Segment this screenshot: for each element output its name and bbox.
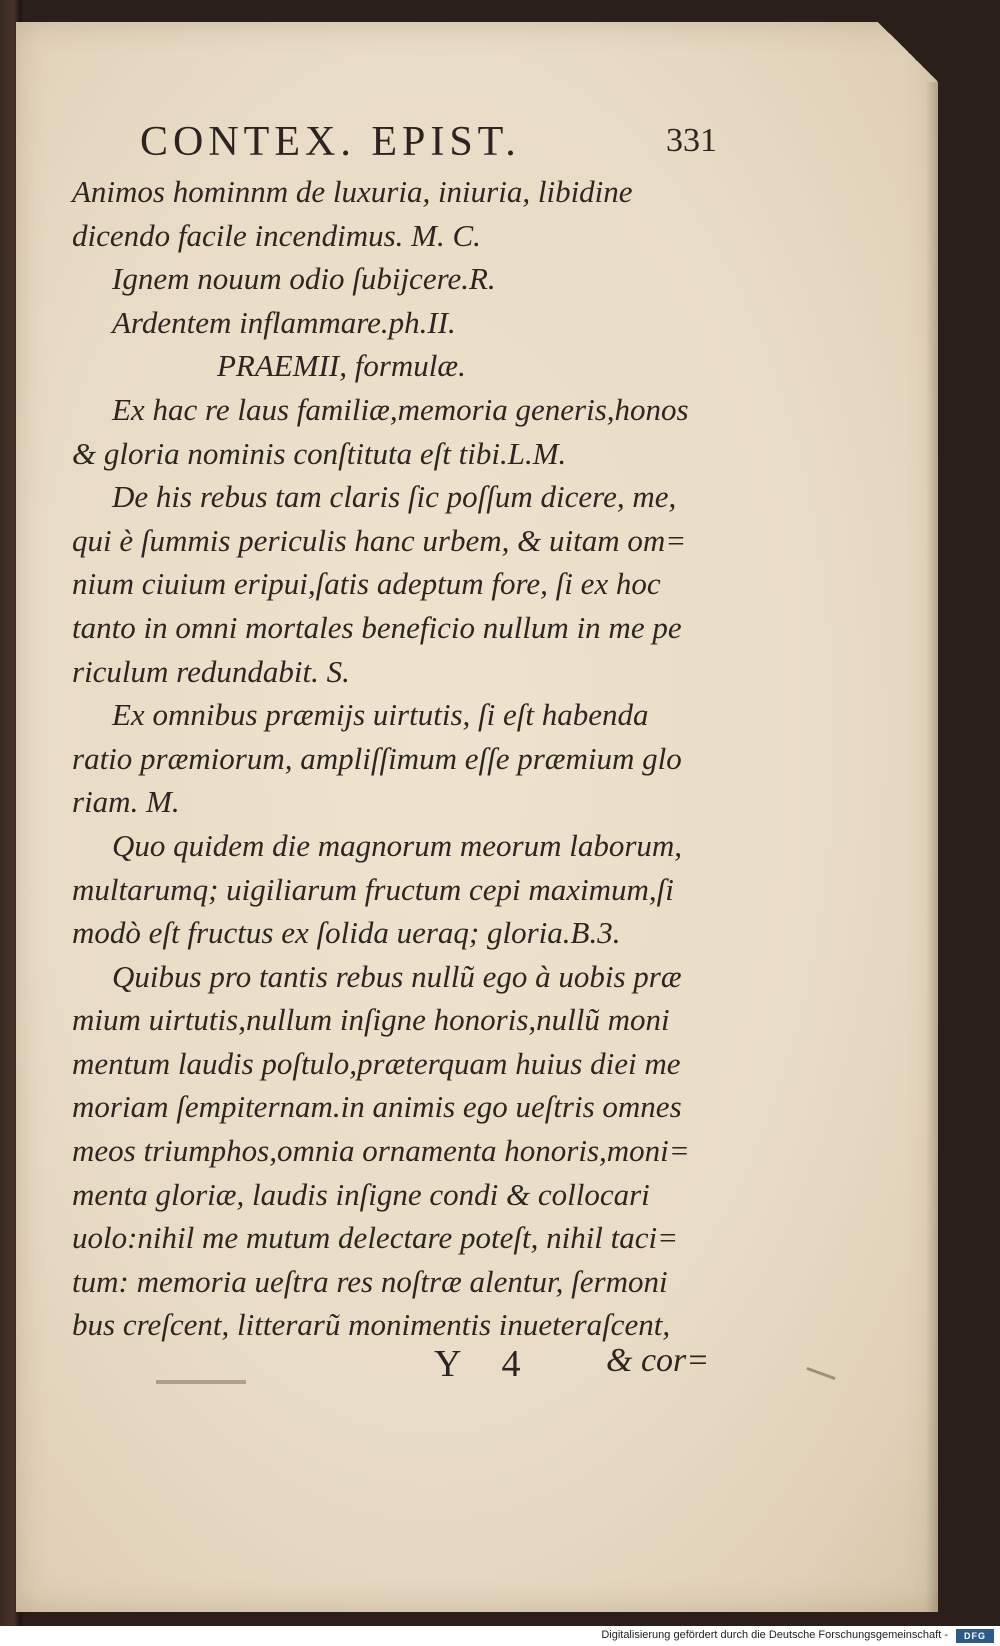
text-line: nium ciuium eripui,ſatis adeptum fore, ſi ex hoc — [72, 566, 661, 602]
dfg-logo: DFG — [956, 1629, 994, 1643]
text-line: tanto in omni mortales beneficio nullum in me pe — [72, 609, 682, 645]
text-line: tum: memoria ueſtra res noſtræ alentur, ſermoni — [72, 1263, 668, 1299]
text-line: modò eſt fructus ex ſolida ueraq; gloria.B.3. — [72, 915, 621, 951]
text-line: uolo:nihil me mutum delectare poteſt, nihil taci= — [72, 1220, 679, 1256]
signature-mark: Y 4 — [434, 1343, 537, 1385]
text-line: ratio præmiorum, ampliſſimum eſſe præmium glo — [72, 740, 682, 776]
text-line: Quo quidem die magnorum meorum laborum, — [112, 827, 683, 863]
text-line: dicendo facile incendimus. M. C. — [72, 217, 481, 253]
body-text — [72, 170, 772, 1347]
text-line: Quibus pro tantis rebus nullũ ego à uobis præ — [112, 958, 682, 994]
text-line: meos triumphos,omnia ornamenta honoris,moni= — [72, 1133, 690, 1169]
text-line: moriam ſempiternam.in animis ego ueſtris omnes — [72, 1089, 682, 1125]
page-foot — [16, 1342, 938, 1402]
text-line: Animos hominnm de luxuria, iniuria, libidine — [72, 174, 633, 209]
book-page — [16, 22, 938, 1612]
ink-smudge — [156, 1380, 246, 1384]
credit-text: Digitalisierung gefördert durch die Deutsche Forschungsgemeinschaft - — [601, 1629, 948, 1641]
running-head-title: CONTEX. EPIST. — [140, 119, 521, 165]
text-line: riculum redundabit. S. — [72, 653, 350, 689]
text-line: Ex hac re laus familiæ,memoria generis,honos — [112, 391, 689, 427]
text-line: bus creſcent, litterarũ monimentis inueteraſcent, — [72, 1307, 671, 1343]
text-line: multarumq; uigiliarum fructum cepi maximum,ſi — [72, 871, 674, 907]
credit-bar — [0, 1626, 1000, 1646]
text-line: Ex omnibus præmijs uirtutis, ſi eſt habenda — [112, 697, 649, 733]
text-line: & gloria nominis conſtituta eſt tibi.L.M. — [72, 435, 567, 471]
catchword: & cor= — [606, 1342, 710, 1379]
section-heading: PRAEMII, formulæ. — [217, 348, 466, 384]
text-line: riam. M. — [72, 784, 180, 820]
text-line: qui è ſummis periculis hanc urbem, & uitam om= — [72, 522, 687, 558]
text-line: De his rebus tam claris ſic poſſum dicere, me, — [112, 479, 677, 515]
text-line: menta gloriæ, laudis inſigne condi & collocari — [72, 1176, 650, 1212]
text-line: mentum laudis poſtulo,præterquam huius diei me — [72, 1045, 681, 1081]
page-number: 331 — [666, 122, 717, 159]
torn-page-corner — [878, 22, 938, 82]
text-line: Ignem nouum odio ſubijcere.R. — [112, 261, 496, 297]
text-line: mium uirtutis,nullum inſigne honoris,nullũ moni — [72, 1002, 670, 1038]
text-line: Ardentem inflammare.ph.II. — [112, 304, 456, 340]
ink-smudge — [806, 1367, 835, 1380]
